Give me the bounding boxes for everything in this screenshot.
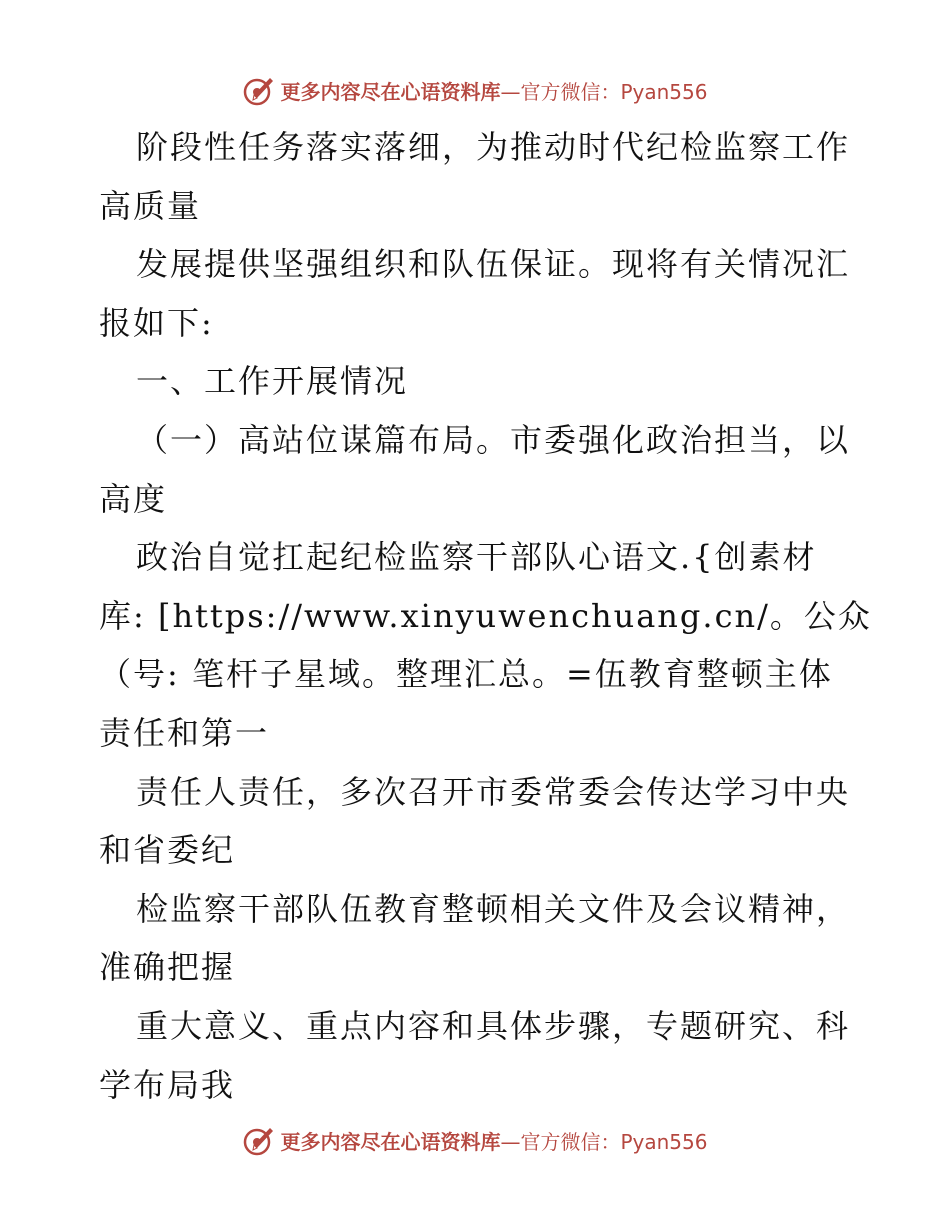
document-line: 重大意义、重点内容和具体步骤，专题研究、科 [136,1006,851,1045]
document-line: 发展提供坚强组织和队伍保证。现将有关情况汇 [136,245,851,284]
document-line: 高质量 [99,186,202,225]
pen-logo-icon [242,73,276,107]
watermark-text [280,76,707,105]
watermark-footer [0,1120,950,1160]
document-line: 检监察干部队伍教育整顿相关文件及会议精神， [136,889,851,928]
watermark-text-rest: —官方微信：Pyan556 [500,1129,708,1154]
document-line: 和省委纪 [99,831,236,870]
document-line: 政治自觉扛起纪检监察干部队心语文.{创素材 [136,538,817,577]
document-line: 高度 [99,479,168,518]
document-line: 阶段性任务落实落细，为推动时代纪检监察工作 [136,128,851,166]
document-line: （一）高站位谋篇布局。市委强化政治担当，以 [136,420,851,459]
watermark-text-bold: 更多内容尽在心语资料库 [280,1129,501,1154]
document-body [99,118,872,1114]
document-line: 准确把握 [99,948,236,987]
document-line: 一、工作开展情况 [136,362,409,401]
watermark-text [280,1126,707,1155]
watermark-header [0,70,950,110]
document-line: 责任和第一 [99,713,270,752]
document-line: 报如下: [99,303,214,342]
watermark-text-rest: —官方微信：Pyan556 [500,79,708,104]
pen-logo-icon [242,1123,276,1157]
document-line: 责任人责任，多次召开市委常委会传达学习中央 [136,772,851,811]
watermark-text-bold: 更多内容尽在心语资料库 [280,79,501,104]
document-line: 学布局我 [99,1065,236,1104]
document-line: 库: [https://www.xinyuwenchuang.cn/。公众 [99,596,872,635]
document-line: （号: 笔杆子星域。整理汇总。=伍教育整顿主体 [99,655,833,694]
